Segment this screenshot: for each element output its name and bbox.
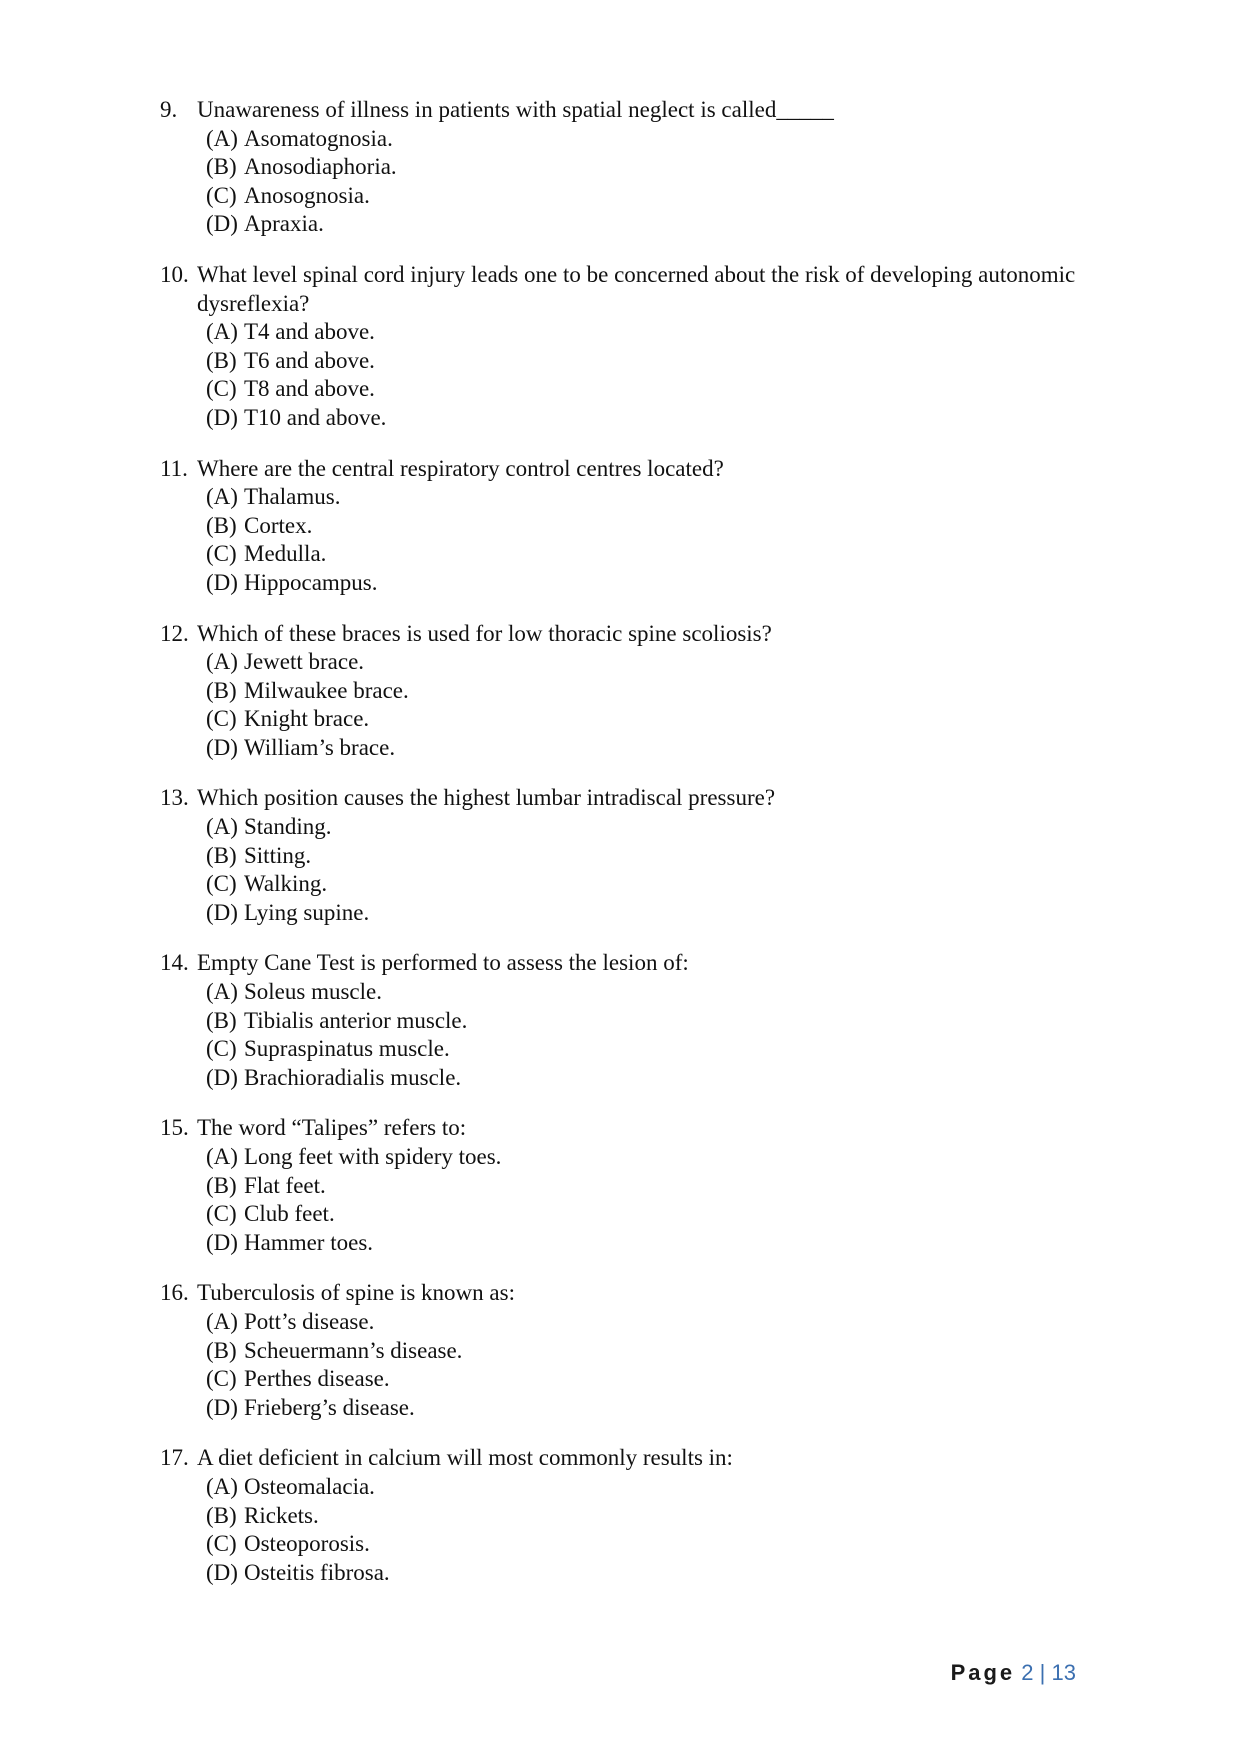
option-letter: (B) [206, 1007, 237, 1033]
option-letter: (D) [206, 211, 238, 237]
option-letter: (A) [206, 979, 238, 1005]
option-item [206, 1035, 1080, 1064]
option-letter: (B) [206, 1337, 237, 1363]
option-text: Frieberg’s disease. [244, 1394, 415, 1420]
question-number: 13. [160, 785, 189, 811]
option-text: Soleus muscle. [244, 979, 382, 1005]
option-text: Standing. [244, 814, 332, 840]
option-text: Thalamus. [244, 484, 341, 510]
page-number: 2 [1021, 1660, 1034, 1685]
option-letter: (D) [206, 569, 238, 595]
option-letter: (B) [206, 154, 237, 180]
option-letter: (B) [206, 1172, 237, 1198]
option-text: Perthes disease. [244, 1366, 390, 1392]
question-item [160, 1444, 1080, 1587]
question-text: What level spinal cord injury leads one to be concerned about the risk of developing autonomic dysreflexia? [197, 261, 1076, 316]
option-item [206, 813, 1080, 842]
question-number: 10. [160, 261, 189, 287]
question-item [160, 1114, 1080, 1257]
question-number: 16. [160, 1280, 189, 1306]
option-letter: (B) [206, 842, 237, 868]
question-text: Which of these braces is used for low thoracic spine scoliosis? [197, 620, 772, 646]
option-letter: (B) [206, 512, 237, 538]
option-text: Osteoporosis. [244, 1531, 370, 1557]
option-item [206, 318, 1080, 347]
option-text: Lying supine. [244, 899, 370, 925]
option-letter: (C) [206, 1531, 237, 1557]
option-text: Medulla. [244, 541, 327, 567]
option-letter: (A) [206, 484, 238, 510]
question-number: 11. [160, 455, 188, 481]
option-item [206, 1365, 1080, 1394]
question-stem [160, 1279, 1080, 1308]
option-item [206, 1064, 1080, 1093]
option-letter: (A) [206, 649, 238, 675]
option-letter: (C) [206, 706, 237, 732]
question-text: Tuberculosis of spine is known as: [197, 1280, 515, 1306]
option-text: T10 and above. [244, 404, 387, 430]
question-number: 12. [160, 620, 189, 646]
option-item [206, 1502, 1080, 1531]
option-letter: (C) [206, 1201, 237, 1227]
option-text: Supraspinatus muscle. [244, 1036, 450, 1062]
option-letter: (B) [206, 677, 237, 703]
question-stem [160, 261, 1080, 318]
option-item [206, 677, 1080, 706]
option-text: Pott’s disease. [244, 1308, 375, 1334]
question-item [160, 96, 1080, 239]
option-letter: (D) [206, 1559, 238, 1585]
option-item [206, 182, 1080, 211]
option-text: Long feet with spidery toes. [244, 1144, 502, 1169]
question-number: 17. [160, 1445, 189, 1471]
option-text: T4 and above. [244, 319, 375, 345]
option-text: Club feet. [244, 1201, 335, 1227]
question-item [160, 261, 1080, 433]
question-text: Empty Cane Test is performed to assess the lesion of: [197, 950, 689, 976]
option-text: Osteitis fibrosa. [244, 1559, 390, 1585]
question-number: 14. [160, 950, 189, 976]
option-item [206, 648, 1080, 677]
option-item [206, 512, 1080, 541]
question-stem [160, 620, 1080, 649]
option-text: Hippocampus. [244, 569, 378, 595]
option-text: Walking. [244, 871, 328, 897]
option-list [160, 1308, 1080, 1422]
option-list [160, 1473, 1080, 1587]
option-letter: (D) [206, 899, 238, 925]
option-item [206, 1394, 1080, 1423]
option-letter: (C) [206, 182, 237, 208]
question-text: A diet deficient in calcium will most commonly results in: [197, 1445, 733, 1471]
option-text: Scheuermann’s disease. [244, 1337, 463, 1363]
question-item [160, 455, 1080, 598]
option-letter: (D) [206, 1229, 238, 1255]
question-text: Where are the central respiratory control centres located? [197, 455, 724, 481]
page-label: Page [950, 1660, 1016, 1685]
question-text: Which position causes the highest lumbar intradiscal pressure? [197, 785, 776, 811]
option-letter: (A) [206, 1144, 238, 1169]
question-stem [160, 784, 1080, 813]
option-text: Anosodiaphoria. [244, 154, 397, 180]
option-list [160, 813, 1080, 927]
option-letter: (C) [206, 541, 237, 567]
question-number: 9. [160, 97, 178, 122]
option-text: Apraxia. [244, 211, 324, 237]
option-item [206, 1007, 1080, 1036]
option-item [206, 1229, 1080, 1258]
option-text: T8 and above. [244, 376, 375, 402]
option-text: Osteomalacia. [244, 1473, 375, 1499]
page-total: 13 [1051, 1660, 1076, 1685]
option-list [160, 318, 1080, 432]
option-text: Hammer toes. [244, 1229, 374, 1255]
option-letter: (D) [206, 1064, 238, 1090]
option-text: Cortex. [244, 512, 313, 538]
option-item [206, 734, 1080, 763]
option-item [206, 978, 1080, 1007]
option-letter: (C) [206, 376, 237, 402]
option-text: Tibialis anterior muscle. [244, 1007, 468, 1033]
option-letter: (D) [206, 734, 238, 760]
option-item [206, 1143, 1080, 1172]
question-stem [160, 455, 1080, 484]
option-item [206, 842, 1080, 871]
option-item [206, 1200, 1080, 1229]
option-text: Rickets. [244, 1502, 319, 1528]
question-list [160, 96, 1080, 1587]
option-letter: (C) [206, 1036, 237, 1062]
question-item [160, 784, 1080, 927]
option-text: Flat feet. [244, 1172, 326, 1198]
option-text: Milwaukee brace. [244, 677, 409, 703]
option-item [206, 483, 1080, 512]
option-text: T6 and above. [244, 347, 375, 373]
option-list [160, 648, 1080, 762]
option-text: William’s brace. [244, 734, 396, 760]
option-letter: (A) [206, 814, 238, 840]
option-letter: (C) [206, 1366, 237, 1392]
option-text: Sitting. [244, 842, 312, 868]
question-number: 15. [160, 1115, 189, 1141]
question-item [160, 1279, 1080, 1422]
question-text: Unawareness of illness in patients with spatial neglect is called_____ [197, 97, 834, 122]
question-stem [160, 96, 1080, 125]
option-letter: (C) [206, 871, 237, 897]
option-item [206, 153, 1080, 182]
option-item [206, 1172, 1080, 1201]
option-text: Brachioradialis muscle. [244, 1064, 462, 1090]
option-text: Jewett brace. [244, 649, 365, 675]
option-item [206, 899, 1080, 928]
option-list [160, 125, 1080, 239]
option-text: Knight brace. [244, 706, 370, 732]
option-item [206, 1308, 1080, 1337]
question-stem [160, 949, 1080, 978]
question-item [160, 620, 1080, 763]
option-letter: (A) [206, 1308, 238, 1334]
option-letter: (D) [206, 404, 238, 430]
option-letter: (A) [206, 125, 238, 151]
option-letter: (B) [206, 347, 237, 373]
option-item [206, 1473, 1080, 1502]
option-letter: (A) [206, 319, 238, 345]
option-item [206, 1559, 1080, 1588]
option-item [206, 1337, 1080, 1366]
option-item [206, 375, 1080, 404]
page-separator: | [1039, 1660, 1046, 1685]
option-item [206, 540, 1080, 569]
question-stem [160, 1114, 1080, 1143]
option-item [206, 404, 1080, 433]
option-letter: (D) [206, 1394, 238, 1420]
option-text: Anosognosia. [244, 182, 370, 208]
question-item [160, 949, 1080, 1092]
option-item [206, 125, 1080, 154]
option-item [206, 347, 1080, 376]
option-list [160, 483, 1080, 597]
option-list [160, 978, 1080, 1092]
question-text: The word “Talipes” refers to: [197, 1115, 467, 1141]
option-letter: (B) [206, 1502, 237, 1528]
option-item [206, 569, 1080, 598]
option-list [160, 1143, 1080, 1257]
option-item [206, 705, 1080, 734]
option-item [206, 210, 1080, 239]
option-item [206, 1530, 1080, 1559]
option-letter: (A) [206, 1473, 238, 1499]
option-item [206, 870, 1080, 899]
question-stem [160, 1444, 1080, 1473]
page-footer [951, 1659, 1076, 1687]
option-text: Asomatognosia. [244, 125, 393, 151]
